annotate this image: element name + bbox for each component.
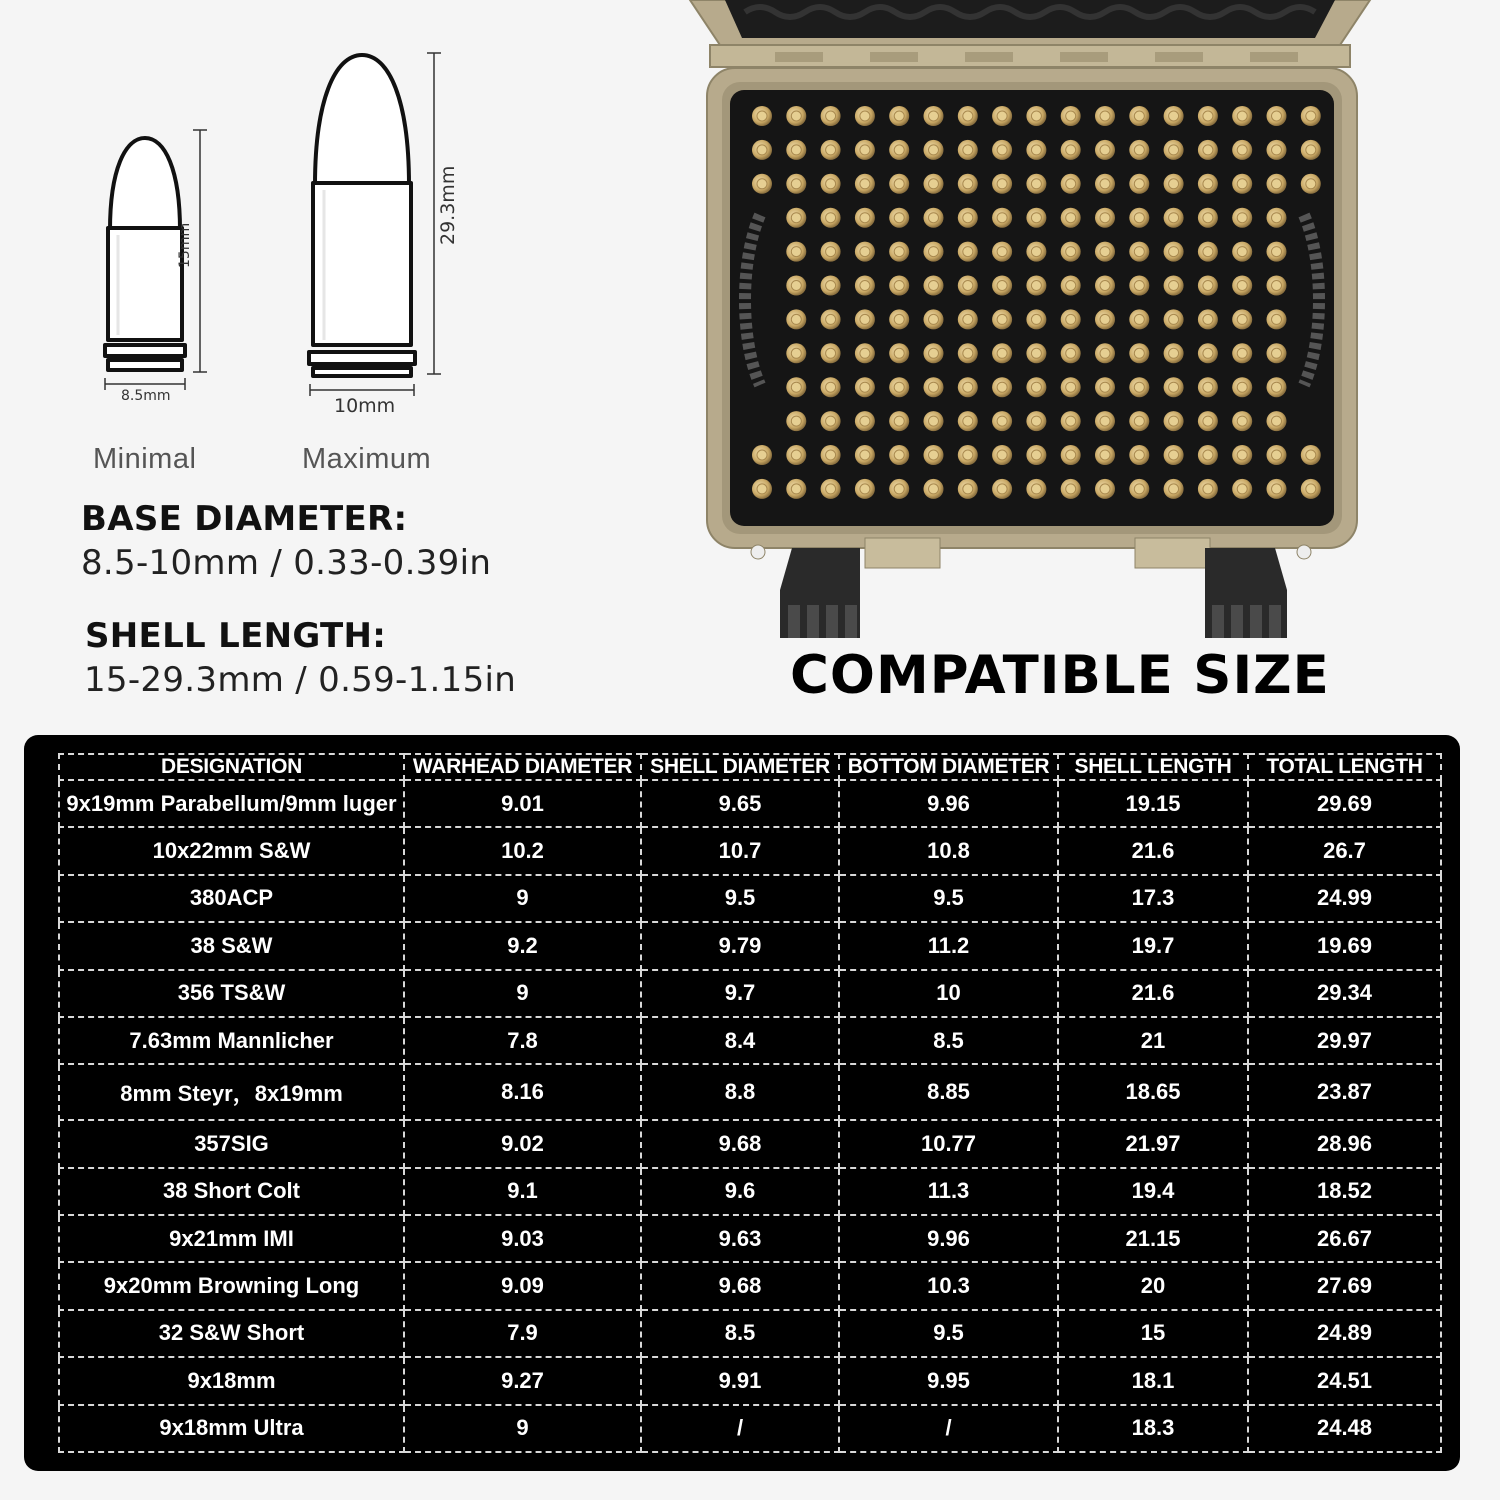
column-header: TOTAL LENGTH [1248, 754, 1441, 780]
value-cell: 10.77 [839, 1120, 1058, 1167]
value-cell: 7.8 [404, 1017, 641, 1064]
value-cell: 8.4 [641, 1017, 839, 1064]
value-cell: 26.7 [1248, 827, 1441, 874]
table-row [59, 1064, 1441, 1120]
value-cell: 10 [839, 970, 1058, 1017]
value-cell: 9 [404, 970, 641, 1017]
value-cell: 18.52 [1248, 1168, 1441, 1215]
designation-cell: 9x19mm Parabellum/9mm luger [59, 780, 404, 827]
value-cell: 9.68 [641, 1120, 839, 1167]
value-cell: 7.9 [404, 1310, 641, 1357]
designation-cell: 8mm Steyr，8x19mm [59, 1064, 404, 1120]
maximum-caption: Maximum [302, 443, 432, 475]
specification-table-panel [24, 735, 1460, 1471]
table-row [59, 1017, 1441, 1064]
value-cell: 8.5 [839, 1017, 1058, 1064]
minimal-bullet-icon [110, 138, 180, 230]
table-row [59, 1357, 1441, 1404]
value-cell: 8.5 [641, 1310, 839, 1357]
value-cell: 9.91 [641, 1357, 839, 1404]
table-row [59, 1215, 1441, 1262]
value-cell: 9.5 [839, 1310, 1058, 1357]
column-header: SHELL DIAMETER [641, 754, 839, 780]
value-cell: 8.85 [839, 1064, 1058, 1120]
ammo-case-image [680, 0, 1380, 650]
value-cell: 29.69 [1248, 780, 1441, 827]
compatible-size-headline: COMPATIBLE SIZE [790, 645, 1330, 706]
value-cell: 24.89 [1248, 1310, 1441, 1357]
value-cell: 27.69 [1248, 1262, 1441, 1309]
value-cell: 10.8 [839, 827, 1058, 874]
designation-cell: 10x22mm S&W [59, 827, 404, 874]
value-cell: 10.7 [641, 827, 839, 874]
maximum-bullet-icon [315, 55, 409, 185]
value-cell: 21.6 [1058, 970, 1248, 1017]
designation-cell: 356 TS&W [59, 970, 404, 1017]
shell-length-title: SHELL LENGTH: [85, 616, 387, 656]
value-cell: 9.63 [641, 1215, 839, 1262]
value-cell: 19.7 [1058, 922, 1248, 969]
minimal-diameter-label: 8.5mm [121, 388, 171, 404]
value-cell: 21.6 [1058, 827, 1248, 874]
value-cell: 9.65 [641, 780, 839, 827]
table-header-row [59, 754, 1441, 780]
value-cell: 20 [1058, 1262, 1248, 1309]
value-cell: 9.96 [839, 1215, 1058, 1262]
maximum-diameter-label: 10mm [334, 395, 396, 417]
value-cell: 9.5 [641, 875, 839, 922]
value-cell: 9.03 [404, 1215, 641, 1262]
designation-cell: 357SIG [59, 1120, 404, 1167]
designation-cell: 38 Short Colt [59, 1168, 404, 1215]
value-cell: 24.51 [1248, 1357, 1441, 1404]
value-cell: 19.4 [1058, 1168, 1248, 1215]
shell-length-value: 15-29.3mm / 0.59-1.15in [84, 660, 517, 700]
table-row [59, 1405, 1441, 1452]
value-cell: 23.87 [1248, 1064, 1441, 1120]
maximum-length-label: 29.3mm [437, 165, 459, 245]
value-cell: 9.2 [404, 922, 641, 969]
minimal-caption: Minimal [93, 443, 197, 475]
value-cell: 9.27 [404, 1357, 641, 1404]
designation-cell: 9x21mm IMI [59, 1215, 404, 1262]
value-cell: 9.09 [404, 1262, 641, 1309]
value-cell: 9 [404, 875, 641, 922]
value-cell: / [839, 1405, 1058, 1452]
value-cell: 9.5 [839, 875, 1058, 922]
column-header: BOTTOM DIAMETER [839, 754, 1058, 780]
value-cell: 15 [1058, 1310, 1248, 1357]
value-cell: 18.65 [1058, 1064, 1248, 1120]
value-cell: 9.02 [404, 1120, 641, 1167]
minimal-length-label: 15mm [177, 222, 193, 268]
value-cell: 11.2 [839, 922, 1058, 969]
value-cell: 9.7 [641, 970, 839, 1017]
value-cell: 24.48 [1248, 1405, 1441, 1452]
value-cell: 28.96 [1248, 1120, 1441, 1167]
value-cell: 8.8 [641, 1064, 839, 1120]
table-row [59, 922, 1441, 969]
value-cell: 29.97 [1248, 1017, 1441, 1064]
value-cell: 29.34 [1248, 970, 1441, 1017]
base-diameter-title: BASE DIAMETER: [81, 499, 408, 539]
value-cell: 9.1 [404, 1168, 641, 1215]
value-cell: 10.2 [404, 827, 641, 874]
value-cell: 24.99 [1248, 875, 1441, 922]
value-cell: 9.96 [839, 780, 1058, 827]
table-row [59, 827, 1441, 874]
value-cell: 18.1 [1058, 1357, 1248, 1404]
value-cell: 21.15 [1058, 1215, 1248, 1262]
value-cell: 19.15 [1058, 780, 1248, 827]
value-cell: 9.6 [641, 1168, 839, 1215]
column-header: SHELL LENGTH [1058, 754, 1248, 780]
column-header: WARHEAD DIAMETER [404, 754, 641, 780]
value-cell: 26.67 [1248, 1215, 1441, 1262]
table-row [59, 1120, 1441, 1167]
designation-cell: 380ACP [59, 875, 404, 922]
base-diameter-value: 8.5-10mm / 0.33-0.39in [81, 543, 492, 583]
designation-cell: 38 S&W [59, 922, 404, 969]
value-cell: 18.3 [1058, 1405, 1248, 1452]
table-row [59, 1262, 1441, 1309]
value-cell: 9 [404, 1405, 641, 1452]
table-row [59, 780, 1441, 827]
designation-cell: 32 S&W Short [59, 1310, 404, 1357]
value-cell: 11.3 [839, 1168, 1058, 1215]
column-header: DESIGNATION [59, 754, 404, 780]
designation-cell: 9x20mm Browning Long [59, 1262, 404, 1309]
table-row [59, 1310, 1441, 1357]
value-cell: 9.68 [641, 1262, 839, 1309]
value-cell: 21 [1058, 1017, 1248, 1064]
value-cell: 21.97 [1058, 1120, 1248, 1167]
value-cell: 9.95 [839, 1357, 1058, 1404]
value-cell: 10.3 [839, 1262, 1058, 1309]
table-row [59, 970, 1441, 1017]
table-row [59, 875, 1441, 922]
value-cell: 9.79 [641, 922, 839, 969]
table-row [59, 1168, 1441, 1215]
value-cell: / [641, 1405, 839, 1452]
value-cell: 8.16 [404, 1064, 641, 1120]
value-cell: 19.69 [1248, 922, 1441, 969]
value-cell: 9.01 [404, 780, 641, 827]
specification-table [58, 753, 1442, 1453]
designation-cell: 9x18mm Ultra [59, 1405, 404, 1452]
value-cell: 17.3 [1058, 875, 1248, 922]
designation-cell: 7.63mm Mannlicher [59, 1017, 404, 1064]
designation-cell: 9x18mm [59, 1357, 404, 1404]
